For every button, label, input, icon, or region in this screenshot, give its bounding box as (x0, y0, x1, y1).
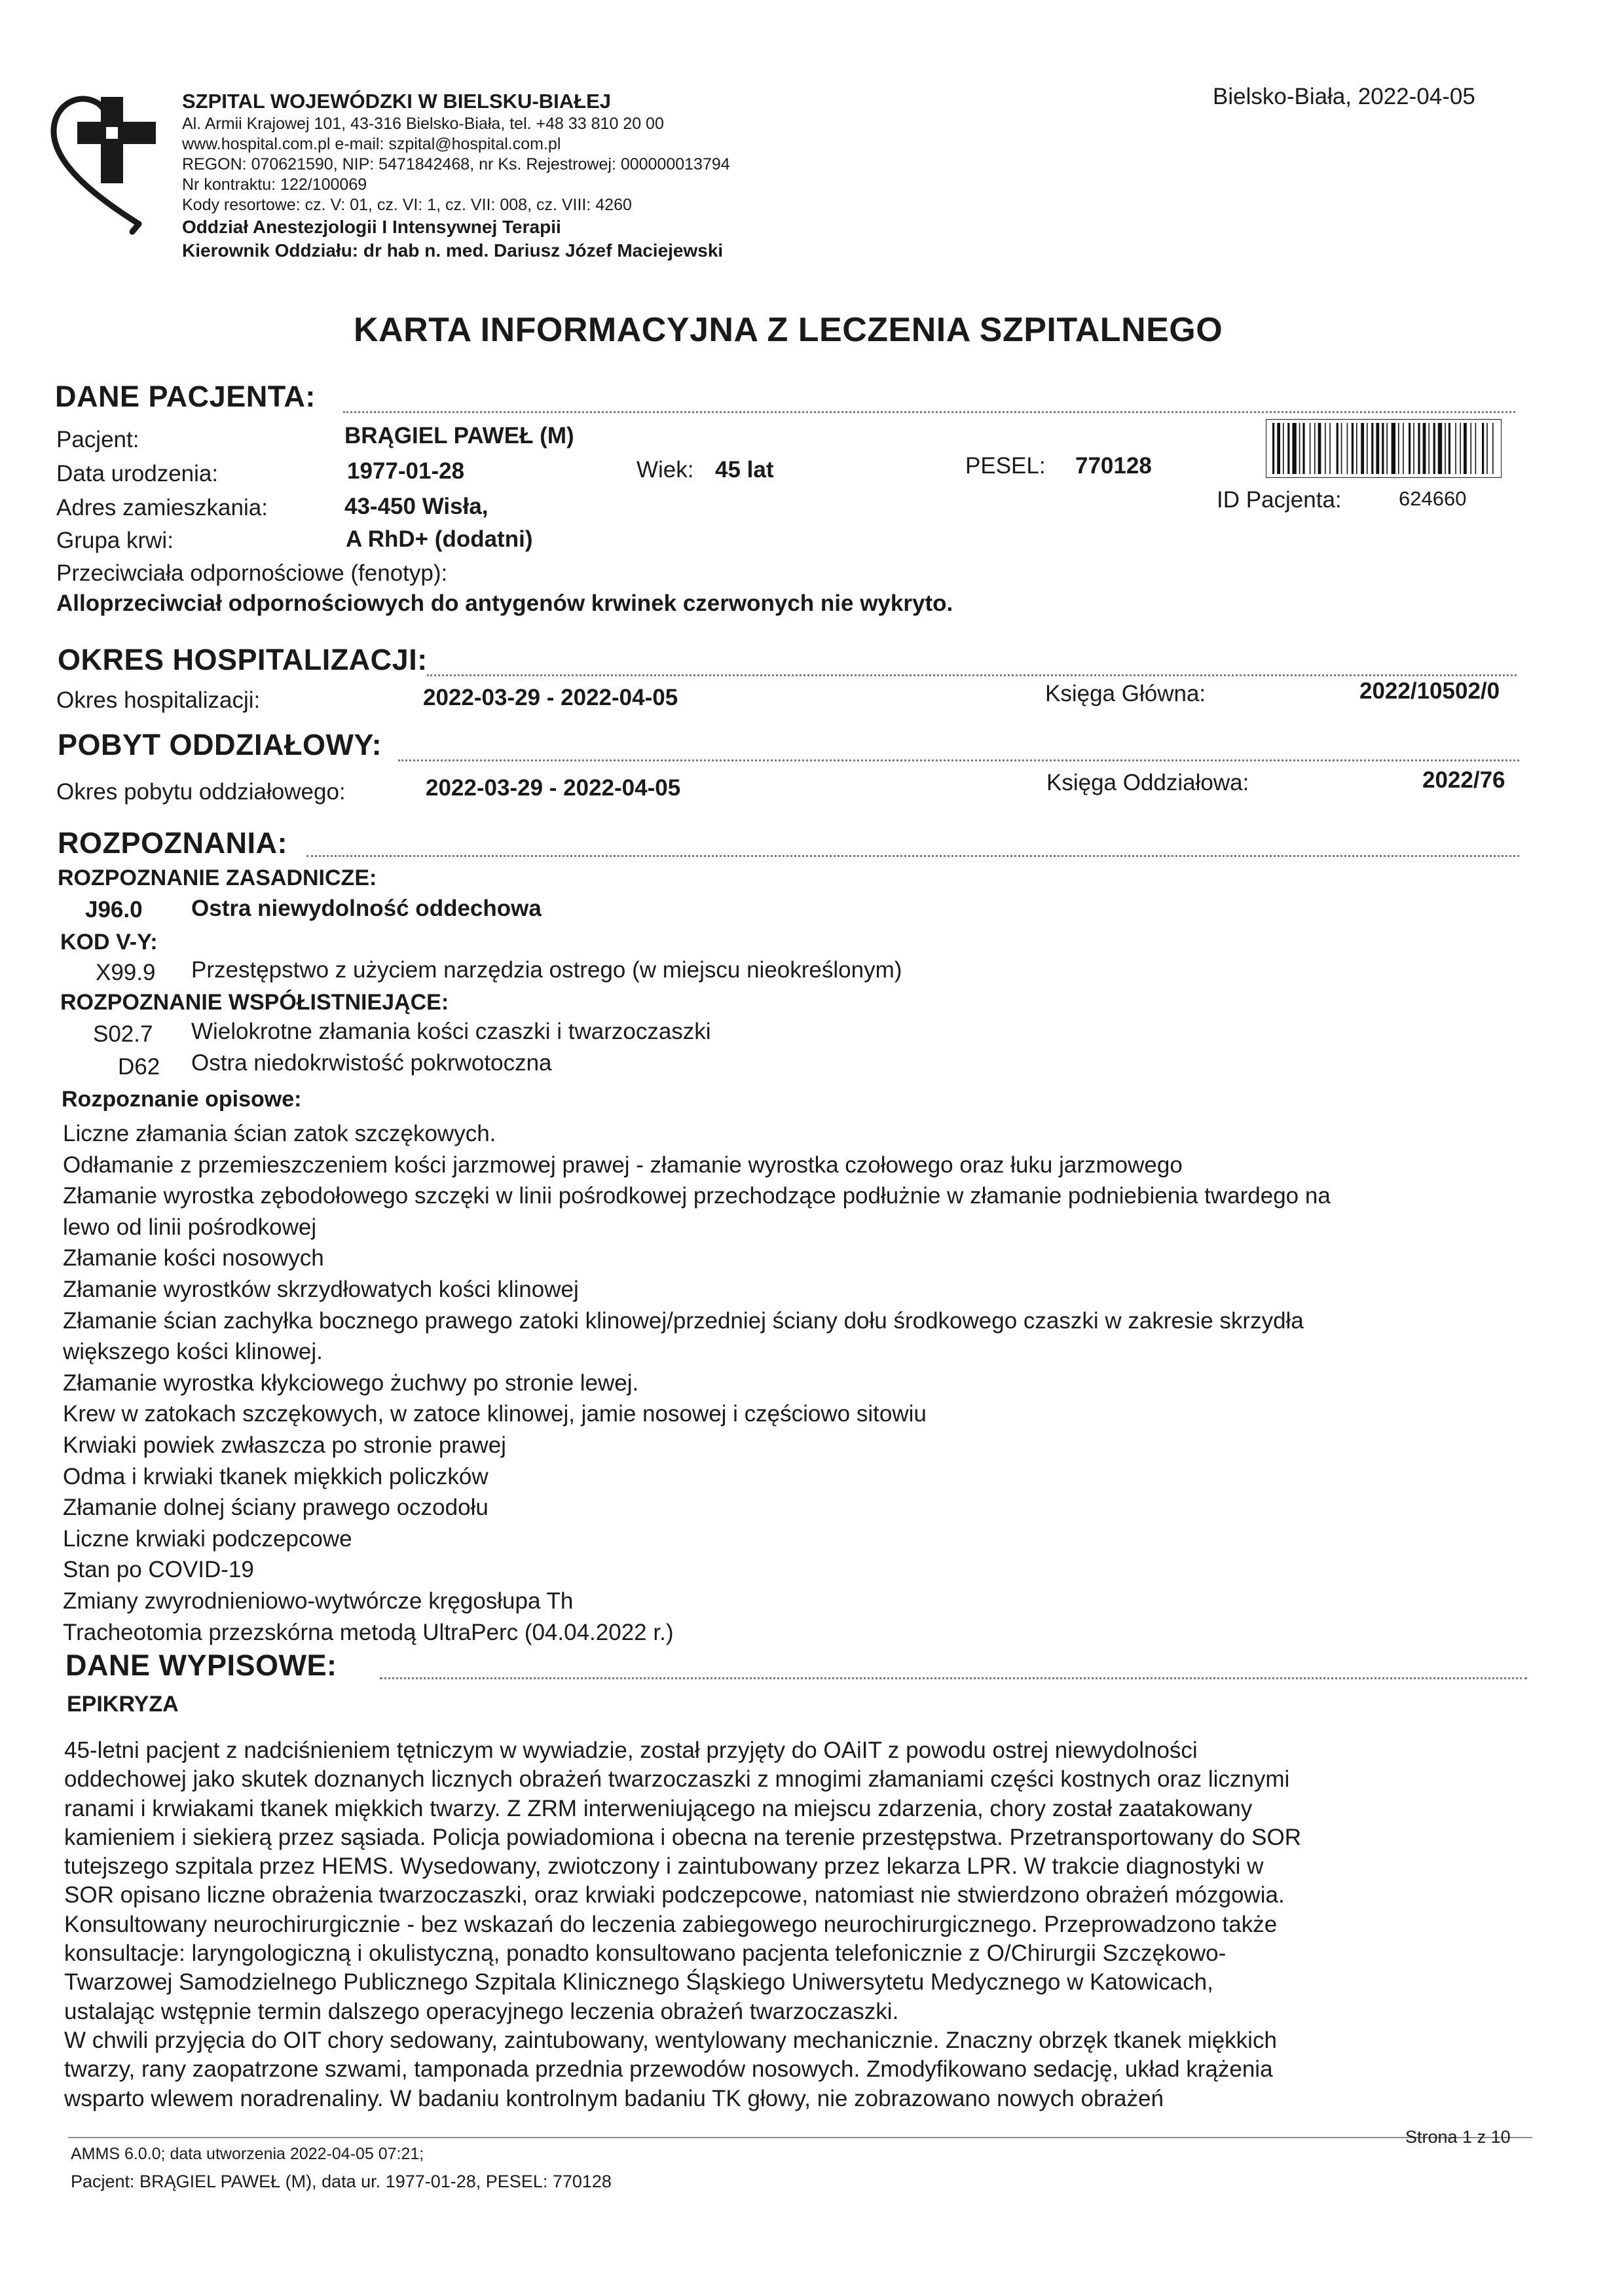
pesel-label: PESEL: (965, 453, 1046, 479)
epicrisis-line: ustalając wstępnie termin dalszego operacyjnego leczenia obrażeń twarzoczaszki. (64, 1998, 899, 2024)
ward-period-label: Okres pobytu oddziałowego: (56, 779, 346, 805)
epicrisis-line: twarzy, rany zaopatrzone szwami, tamponada przednia przewodów nosowych. Zmodyfikowano sedację, układ krążenia (64, 2056, 1273, 2083)
vy-code-label: KOD V-Y: (60, 930, 158, 955)
descriptive-line: Odma i krwiaki tkanek miękkich policzków (63, 1463, 489, 1489)
barcode-bar (1277, 423, 1280, 474)
epicrisis-line: SOR opisano liczne obrażenia twarzoczaszki, oraz krwiaki podczepcowe, natomiast nie stwierdzono obrażeń mózgowia. (64, 1882, 1285, 1908)
descriptive-line: Krew w zatokach szczękowych, w zatoce klinowej, jamie nosowej i częściowo sitowiu (63, 1401, 927, 1427)
main-diagnosis-text: Ostra niewydolność oddechowa (191, 896, 542, 921)
descriptive-line: Złamanie ścian zachyłka bocznego prawego zatoki klinowej/przedniej ściany dołu środkowego czaszki w zakresie skrzydła (63, 1307, 1304, 1334)
epicrisis-line: 45-letni pacjent z nadciśnieniem tętniczym w wywiadzie, został przyjęty do OAiIT z powodu ostrej niewydolności (64, 1738, 1198, 1763)
section-discharge: DANE WYPISOWE: (65, 1649, 337, 1682)
age-value: 45 lat (715, 457, 774, 483)
barcode-bar (1482, 423, 1484, 474)
descriptive-line: Złamanie wyrostka kłykciowego żuchwy po stronie lewej. (63, 1370, 639, 1396)
antibodies-label: Przeciwciała odpornościowe (fenotyp): (56, 560, 448, 586)
epicrisis-text (64, 1736, 1301, 2113)
barcode-bar (1418, 423, 1420, 474)
barcode-bar (1455, 423, 1456, 474)
epicrisis-line: konsultacje: laryngologiczną i okulistyczną, ponadto konsultowano pacjenta telefonicznie z O/Chirurgii Szczękowo- (64, 1941, 1227, 1967)
section-hospitalization: OKRES HOSPITALIZACJI: (58, 643, 428, 676)
dob-label: Data urodzenia: (56, 461, 219, 486)
barcode-bar (1423, 423, 1426, 474)
hospital-web: www.hospital.com.pl e-mail: szpital@hospital.com.pl (182, 135, 561, 153)
barcode-bar (1486, 423, 1488, 474)
hospital-codes: Kody resortowe: cz. V: 01, cz. VI: 1, cz. VII: 008, cz. VIII: 4260 (182, 196, 632, 214)
hospital-contract: Nr kontraktu: 122/100069 (182, 175, 367, 194)
epicrisis-line: oddechowej jako skutek doznanych licznych obrażeń twarzoczaszki z mnogimi złamaniami części kostnych oraz licznymi (64, 1766, 1290, 1793)
barcode-bar (1283, 423, 1284, 474)
barcode-bar (1428, 423, 1430, 474)
barcode-bar (1398, 423, 1399, 474)
patient-name-label: Pacjent: (56, 427, 139, 452)
epicrisis-line: ranami i krwiakami tkanek miękkich twarzy. Z ZRM interweniującego na miejscu zdarzenia, chory został zaatakowany (64, 1795, 1253, 1821)
barcode-bar (1464, 423, 1467, 474)
barcode-bar (1371, 423, 1373, 474)
coexisting-code: D62 (118, 1054, 160, 1080)
ward-book-label: Księga Oddziałowa: (1046, 770, 1249, 795)
main-book-value: 2022/10502/0 (1359, 678, 1500, 704)
descriptive-line: większego kości klinowej. (63, 1339, 323, 1365)
coexisting-text: Wielokrotne złamania kości czaszki i twarzoczaszki (191, 1019, 711, 1044)
ward-head: Kierownik Oddziału: dr hab n. med. Dariusz Józef Maciejewski (182, 240, 724, 261)
epicrisis-line: kamieniem i siekierą przez sąsiada. Policja powiadomiona i obecna na terenie przestępstwa. Przetransportowany do SOR (64, 1824, 1302, 1850)
barcode-bar (1314, 423, 1316, 474)
descriptive-line: Złamanie kości nosowych (63, 1245, 324, 1271)
hospital-ward: Oddział Anestezjologii I Intensywnej Terapii (182, 217, 561, 237)
age-label: Wiek: (637, 457, 694, 483)
barcode-bar (1318, 423, 1321, 474)
barcode-bar (1310, 423, 1311, 474)
vy-code: X99.9 (96, 960, 156, 985)
barcode-bar (1325, 423, 1326, 474)
section-ward-stay: POBYT ODDZIAŁOWY: (58, 728, 382, 761)
descriptive-line: Zmiany zwyrodnieniowo-wytwórcze kręgosłupa Th (63, 1588, 574, 1614)
patient-id-value: 624660 (1399, 487, 1467, 510)
barcode-bar (1409, 423, 1411, 474)
antibodies-value: Alloprzeciwciał odpornościowych do antygenów krwinek czerwonych nie wykryto. (56, 591, 953, 616)
epicrisis-line: Twarzowej Samodzielnego Publicznego Szpitala Klinicznego Śląskiego Uniwersytetu Medycznego w Katowicach, (64, 1969, 1213, 1995)
section-diagnoses: ROZPOZNANIA: (58, 826, 287, 860)
section-rule (343, 411, 1515, 413)
barcode-bar (1475, 423, 1477, 474)
blood-value: A RhD+ (dodatni) (346, 526, 533, 552)
epicrisis-line: W chwili przyjęcia do OIT chory sedowany, zaintubowany, wentylowany mechanicznie. Znaczny obrzęk tkanek miękkich (64, 2027, 1277, 2053)
coexisting-code: S02.7 (93, 1021, 153, 1047)
barcode-bar (1376, 423, 1379, 474)
ward-book-value: 2022/76 (1422, 767, 1505, 793)
epicrisis-line: tutejszego szpitala przez HEMS. Wysedowany, zwiotczony i zaintubowany przez lekarza LPR. W trakcie diagnostyki w (64, 1853, 1264, 1880)
ward-period-value: 2022-03-29 - 2022-04-05 (426, 775, 681, 801)
barcode-bar (1382, 423, 1384, 474)
barcode-bar (1470, 423, 1471, 474)
barcode-bar (1403, 423, 1404, 474)
barcode-bar (1445, 423, 1446, 474)
descriptive-line: Liczne krwiaki podczepcowe (63, 1525, 352, 1552)
document-title: KARTA INFORMACYJNA Z LECZENIA SZPITALNEGO (354, 311, 1223, 349)
main-diagnosis-label: ROZPOZNANIE ZASADNICZE: (58, 866, 377, 890)
section-patient: DANE PACJENTA: (55, 380, 316, 413)
section-rule (398, 759, 1519, 761)
epicrisis-label: EPIKRYZA (67, 1692, 179, 1717)
descriptive-line: Odłamanie z przemieszczeniem kości jarzmowej prawej - złamanie wyrostka czołowego oraz łuku jarzmowego (63, 1152, 1183, 1178)
coexisting-label: ROZPOZNANIE WSPÓŁISTNIEJĄCE: (60, 990, 449, 1015)
descriptive-line: Złamanie dolnej ściany prawego oczodołu (63, 1495, 489, 1521)
section-rule (380, 1677, 1527, 1679)
hospital-regon: REGON: 070621590, NIP: 5471842468, nr Ks. Rejestrowej: 000000013794 (182, 155, 730, 173)
pesel-value: 770128 (1075, 453, 1152, 479)
patient-id-label: ID Pacjenta: (1217, 487, 1342, 513)
barcode-bar (1302, 423, 1304, 474)
hospital-header (182, 89, 730, 263)
footer-rule (68, 2137, 1532, 2138)
hosp-period-value: 2022-03-29 - 2022-04-05 (423, 685, 678, 710)
section-rule (427, 674, 1517, 676)
main-diagnosis-code: J96.0 (85, 897, 143, 922)
epicrisis-line: Konsultowany neurochirurgicznie - bez wskazań do leczenia zabiegowego neurochirurgicznego. Przeprowadzono także (64, 1911, 1278, 1937)
descriptive-label: Rozpoznanie opisowe: (62, 1087, 302, 1112)
barcode-bar (1272, 423, 1274, 474)
barcode-bar (1292, 423, 1296, 474)
barcode-bar (1356, 423, 1357, 474)
barcode-bar (1329, 423, 1331, 474)
barcode-bar (1460, 423, 1461, 474)
vy-text: Przestępstwo z użyciem narzędzia ostrego (w miejscu nieokreślonym) (191, 957, 902, 983)
descriptive-line: Liczne złamania ścian zatok szczękowych. (63, 1121, 496, 1146)
hospital-name: SZPITAL WOJEWÓDZKI W BIELSKU-BIAŁEJ (182, 90, 612, 113)
descriptive-line: Krwiaki powiek zwłaszcza po stronie prawej (63, 1432, 506, 1458)
coexisting-text: Ostra niedokrwistość pokrwotoczna (191, 1050, 552, 1076)
patient-name-value: BRĄGIEL PAWEŁ (M) (344, 423, 574, 448)
place-date: Bielsko-Biała, 2022-04-05 (1213, 84, 1475, 109)
descriptive-diagnosis (63, 1118, 1530, 1648)
descriptive-line: Złamanie wyrostka zębodołowego szczęki w linii pośrodkowej przechodzące podłużnie w złamanie podniebienia twardego na (63, 1183, 1331, 1209)
barcode-bar (1433, 423, 1435, 474)
heart-cross-logo-icon (41, 84, 162, 247)
barcode-bar (1367, 423, 1368, 474)
footer-system: AMMS 6.0.0; data utworzenia 2022-04-05 07:21; (71, 2145, 424, 2163)
hospital-address: Al. Armii Krajowej 101, 43-316 Bielsko-Biała, tel. +48 33 810 20 00 (182, 115, 664, 133)
barcode-bar (1438, 423, 1442, 474)
epicrisis-line: wsparto wlewem noradrenaliny. W badaniu kontrolnym badaniu TK głowy, nie zobrazowano nowych obrażeń (64, 2085, 1164, 2111)
descriptive-line: Złamanie wyrostków skrzydłowatych kości klinowej (63, 1276, 579, 1302)
barcode-bar (1299, 423, 1301, 474)
barcode-bar (1347, 423, 1348, 474)
barcode-bar (1341, 423, 1342, 474)
barcode-bar (1352, 423, 1354, 474)
blood-label: Grupa krwi: (56, 528, 174, 553)
patient-barcode (1266, 419, 1502, 478)
main-book-label: Księga Główna: (1045, 681, 1206, 706)
barcode-bar (1413, 423, 1414, 474)
page-number: Strona 1 z 10 (1405, 2127, 1511, 2147)
barcode-bar (1287, 423, 1289, 474)
barcode-bar (1492, 423, 1494, 474)
address-value: 43-450 Wisła, (344, 494, 489, 519)
descriptive-line: Stan po COVID-19 (63, 1557, 254, 1583)
address-label: Adres zamieszkania: (56, 495, 268, 520)
footer-patient: Pacjent: BRĄGIEL PAWEŁ (M), data ur. 1977-01-28, PESEL: 770128 (71, 2172, 612, 2191)
barcode-bar (1337, 423, 1338, 474)
dob-value: 1977-01-28 (347, 458, 465, 484)
barcode-bar (1386, 423, 1388, 474)
hosp-period-label: Okres hospitalizacji: (56, 687, 261, 713)
descriptive-line: Tracheotomia przezskórna metodą UltraPerc (04.04.2022 r.) (63, 1619, 674, 1645)
descriptive-line: lewo od linii pośrodkowej (63, 1214, 317, 1240)
barcode-bar (1392, 423, 1395, 474)
section-rule (306, 855, 1519, 857)
barcode-bar (1361, 423, 1364, 474)
barcode-bar (1449, 423, 1450, 474)
